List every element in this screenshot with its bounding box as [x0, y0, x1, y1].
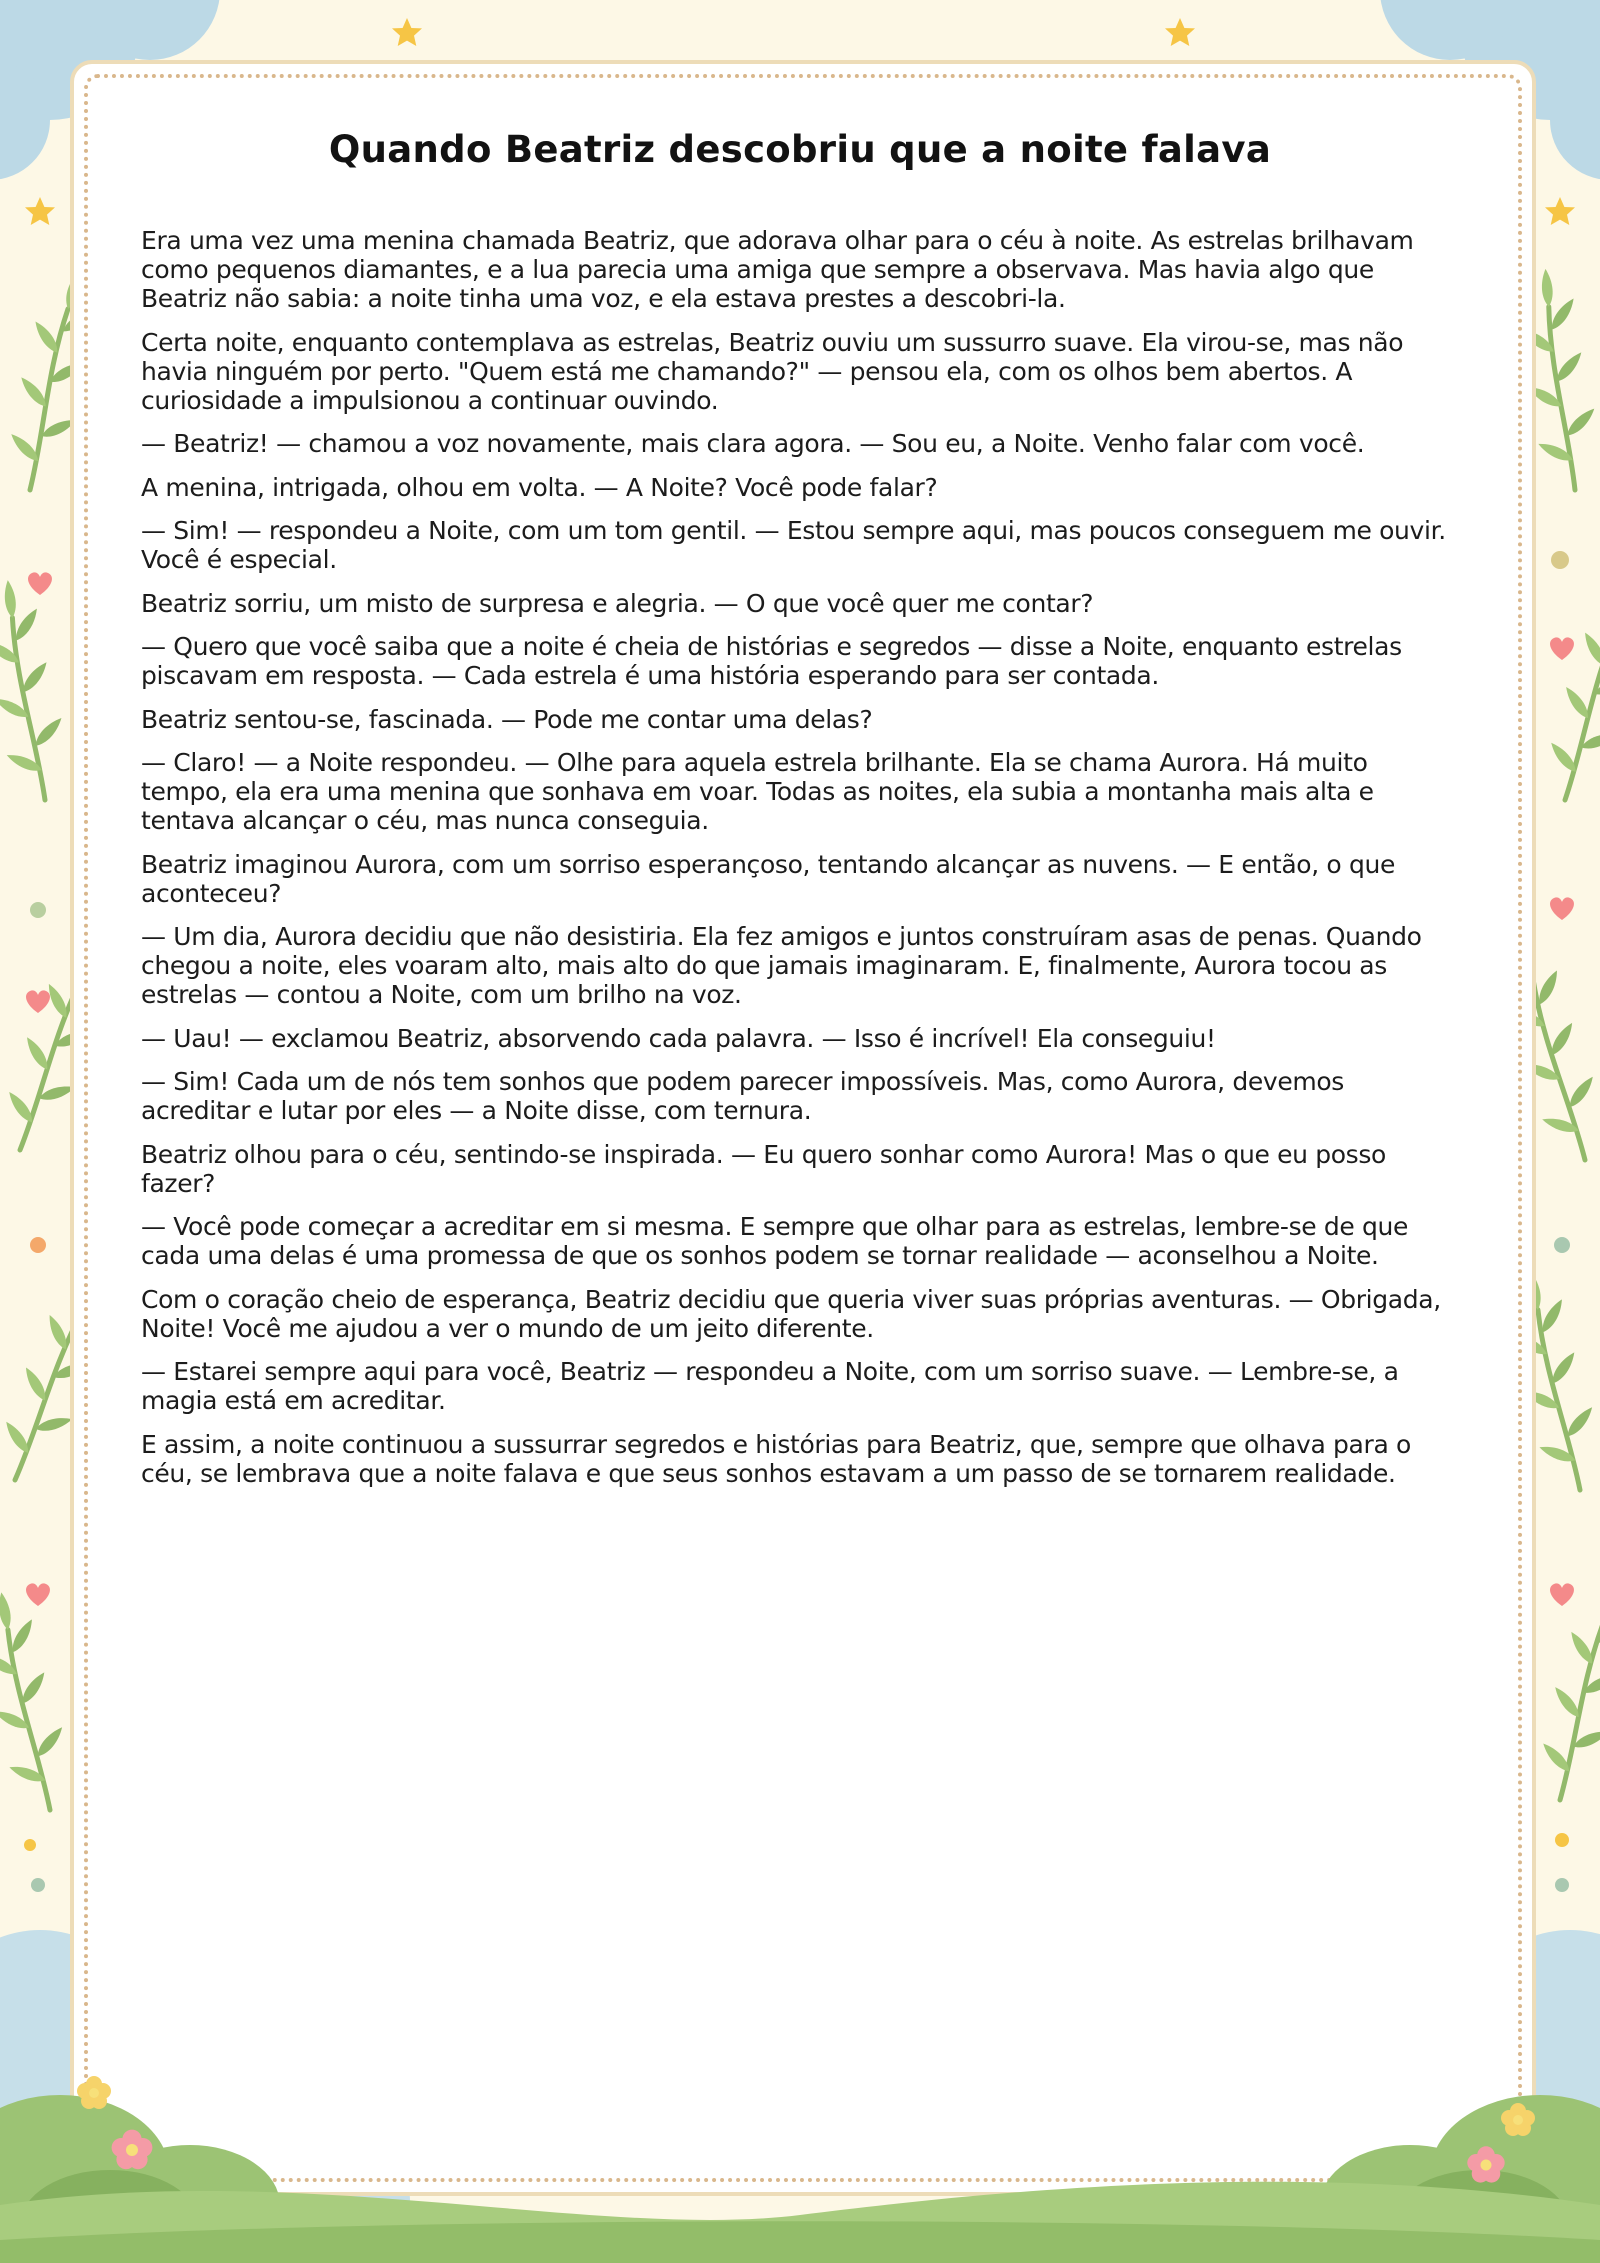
story-paragraph: Beatriz olhou para o céu, sentindo-se inspirada. — Eu quero sonhar como Aurora! Mas o que eu posso fazer?	[141, 1139, 1386, 1198]
story-paragraph: — Sim! Cada um de nós tem sonhos que podem parecer impossíveis. Mas, como Aurora, devemos acreditar e lutar por eles — a Noite disse, com ternura.	[141, 1067, 1344, 1125]
story-paragraph: E assim, a noite continuou a sussurrar segredos e histórias para Beatriz, que, sempre que olhava para o céu, se lembrava que a noite falava e que seus sonhos estavam a um passo de se tornarem realidade.	[141, 1429, 1411, 1488]
story-paragraph: A menina, intrigada, olhou em volta. — A Noite? Você pode falar?	[141, 472, 938, 502]
story-paragraph: Beatriz imaginou Aurora, com um sorriso esperançoso, tentando alcançar as nuvens. — E então, o que aconteceu?	[141, 849, 1396, 908]
story-paragraph: — Um dia, Aurora decidiu que não desistiria. Ela fez amigos e juntos construíram asas de penas. Quando chegou a noite, eles voaram alto, mais alto do que jamais imaginaram. E, finalmente, Aurora tocou as estrelas — contou a Noite, com um brilho na voz.	[141, 922, 1422, 1009]
flower-icon	[77, 2076, 111, 2109]
story-paragraph: — Uau! — exclamou Beatriz, absorvendo cada palavra. — Isso é incrível! Ela conseguiu!	[141, 1023, 1216, 1053]
story-paragraph: — Sim! — respondeu a Noite, com um tom gentil. — Estou sempre aqui, mas poucos conseguem me ouvir. Você é especial.	[141, 516, 1446, 574]
story-paragraph: — Quero que você saiba que a noite é cheia de histórias e segredos — disse a Noite, enquanto estrelas piscavam em resposta. — Cada estrela é uma história esperando para ser contada.	[141, 632, 1402, 690]
story-paragraph: Beatriz sentou-se, fascinada. — Pode me contar uma delas?	[141, 704, 873, 734]
story-paragraph: Certa noite, enquanto contemplava as estrelas, Beatriz ouviu um sussurro suave. Ela virou-se, mas não havia ninguém por perto. "Quem está me chamando?" — pensou ela, com os olhos bem abertos. A curiosidade a impulsionou a continuar ouvindo.	[141, 327, 1404, 415]
story-paragraph: Era uma vez uma menina chamada Beatriz, que adorava olhar para o céu à noite. As estrelas brilhavam como pequenos diamantes, e a lua parecia uma amiga que sempre a observava. Mas havia algo que Beatriz não sabia: a noite tinha uma voz, e ela estava prestes a descobri-la.	[141, 226, 1414, 313]
story-paragraph: Beatriz sorriu, um misto de surpresa e alegria. — O que você quer me contar?	[141, 588, 1094, 618]
story-paragraph: — Você pode começar a acreditar em si mesma. E sempre que olhar para as estrelas, lembre-se de que cada uma delas é uma promessa de que os sonhos podem se tornar realidade — aconselhou a Noite.	[141, 1212, 1409, 1270]
story-paragraph: — Claro! — a Noite respondeu. — Olhe para aquela estrela brilhante. Ela se chama Aurora. Há muito tempo, ela era uma menina que sonhava em voar. Todas as noites, ela subia a montanha mais alta e tentava alcançar o céu, mas nunca conseguia.	[141, 748, 1374, 835]
story-paragraph: — Beatriz! — chamou a voz novamente, mais clara agora. — Sou eu, a Noite. Venho falar com você.	[141, 429, 1365, 458]
story-paragraph: — Estarei sempre aqui para você, Beatriz — respondeu a Noite, com um sorriso suave. — Lembre-se, a magia está em acreditar.	[141, 1357, 1399, 1415]
story-paragraph: Com o coração cheio de esperança, Beatriz decidiu que queria viver suas próprias aventuras. — Obrigada, Noite! Você me ajudou a ver o mundo de um jeito diferente.	[141, 1284, 1441, 1343]
story-title: Quando Beatriz descobriu que a noite falava	[328, 128, 1272, 171]
